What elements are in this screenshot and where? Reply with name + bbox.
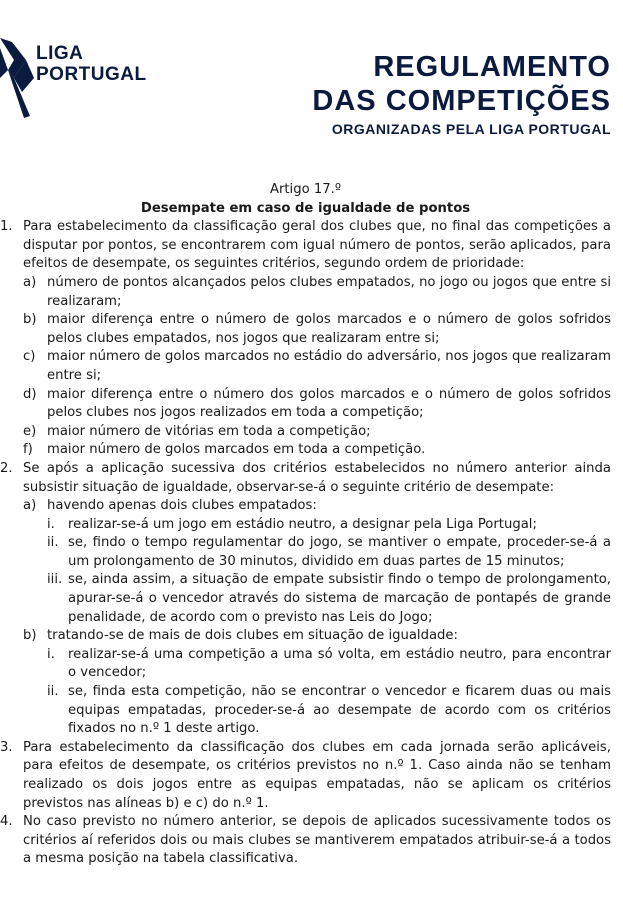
- item-text: tratando-se de mais de dois clubes em situação de igualdade:: [47, 628, 458, 644]
- item-text: maior número de golos marcados em toda a competição.: [47, 442, 426, 458]
- liga-logo-mark-icon: [0, 38, 36, 118]
- item-number: 1.: [0, 219, 13, 235]
- item-number: 3.: [0, 739, 13, 755]
- item-text: maior diferença entre o número de golos marcados e o número de golos sofridos pelos clubes empatados, nos jogos que realizaram entre si;: [47, 312, 611, 346]
- item-number: d): [23, 386, 37, 402]
- item-text: Para estabelecimento da classificação dos clubes em cada jornada serão aplicáveis, para efeitos de desempate, os critérios previstos no n.º 1. Caso ainda não se tenham realizado os dois jogos entre as equipas empatadas, não se aplicam os critérios previstos nas alíneas b) e c) do n.º 1.: [23, 739, 611, 811]
- item-number: b): [23, 628, 37, 644]
- list-item: [0, 386, 611, 423]
- list-item: [0, 460, 611, 497]
- document-body: [0, 181, 611, 869]
- item-number: iii.: [47, 572, 63, 588]
- list-item: [0, 274, 611, 311]
- item-text: Para estabelecimento da classificação geral dos clubes que, no final das competições a disputar por pontos, se encontrarem com igual número de pontos, serão aplicados, para efeitos de desempate, os seguintes critérios, segundo ordem de prioridade:: [23, 219, 611, 272]
- item-text: havendo apenas dois clubes empatados:: [47, 498, 317, 514]
- item-number: a): [23, 274, 37, 290]
- item-number: e): [23, 423, 37, 439]
- list-item: [0, 739, 611, 813]
- document-header: [312, 50, 611, 138]
- item-text: se, finda esta competição, não se encontrar o vencedor e ficarem duas ou mais equipas empatadas, proceder-se-á ao desempate de acordo com os critérios fixados no n.º 1 deste artigo.: [68, 684, 611, 737]
- item-number: c): [23, 349, 36, 365]
- header-subtitle: ORGANIZADAS PELA LIGA PORTUGAL: [331, 121, 611, 137]
- list-item: [0, 423, 611, 442]
- list-item: [0, 311, 611, 348]
- item-number: a): [23, 498, 37, 514]
- header-title-1: REGULAMENTO: [373, 51, 611, 83]
- list-item: [0, 497, 611, 516]
- item-number: ii.: [47, 535, 59, 551]
- item-text: se, ainda assim, a situação de empate subsistir findo o tempo de prolongamento, apurar-se-á o vencedor através do sistema de marcação de pontapés de grande penalidade, de acordo com o previsto nas Leis do Jogo;: [68, 572, 611, 625]
- article-title: Desempate em caso de igualdade de pontos: [140, 200, 471, 216]
- brand-line-1: LIGA: [36, 43, 84, 64]
- list-item: [0, 348, 611, 385]
- article-number: Artigo 17.º: [269, 182, 342, 197]
- list-item: [0, 683, 611, 739]
- item-number: i.: [47, 646, 55, 662]
- brand-line-2: PORTUGAL: [36, 64, 147, 85]
- item-number: i.: [47, 516, 55, 532]
- item-text: No caso previsto no número anterior, se depois de aplicados sucessivamente todos os critérios aí referidos dois ou mais clubes se mantiverem empatados atribuir-se-á a todos a mesma posição na tabela classificativa.: [23, 814, 611, 867]
- list-item: [0, 218, 611, 274]
- item-text: realizar-se-á uma competição a uma só volta, em estádio neutro, para encontrar o vencedor;: [68, 646, 611, 681]
- list-item: [0, 516, 611, 535]
- item-number: f): [23, 442, 33, 458]
- list-item: [0, 646, 611, 683]
- list-item: [0, 534, 611, 571]
- header-title-2: DAS COMPETIÇÕES: [312, 85, 611, 117]
- item-number: ii.: [47, 684, 59, 700]
- list-item: [0, 571, 611, 627]
- item-text: número de pontos alcançados pelos clubes empatados, no jogo ou jogos que entre si realizaram;: [47, 274, 611, 309]
- liga-portugal-logo: [0, 36, 147, 126]
- item-number: 2.: [0, 460, 13, 476]
- list-item: [0, 441, 611, 460]
- item-text: maior diferença entre o número dos golos marcados e o número de golos sofridos pelos clubes nos jogos realizados em toda a competição;: [47, 386, 611, 421]
- item-text: Se após a aplicação sucessiva dos critérios estabelecidos no número anterior ainda subsistir situação de igualdade, observar-se-á o seguinte critério de desempate:: [23, 460, 611, 495]
- item-text: maior número de golos marcados no estádio do adversário, nos jogos que realizaram entre si;: [47, 349, 611, 383]
- item-text: se, findo o tempo regulamentar do jogo, se mantiver o empate, proceder-se-á a um prolongamento de 30 minutos, dividido em duas partes de 15 minutos;: [68, 535, 611, 569]
- item-number: b): [23, 312, 37, 328]
- item-number: 4.: [0, 814, 13, 830]
- list-item: [0, 627, 611, 646]
- item-text: maior número de vitórias em toda a competição;: [47, 423, 371, 439]
- list-item: [0, 813, 611, 869]
- item-text: realizar-se-á um jogo em estádio neutro, a designar pela Liga Portugal;: [68, 516, 537, 532]
